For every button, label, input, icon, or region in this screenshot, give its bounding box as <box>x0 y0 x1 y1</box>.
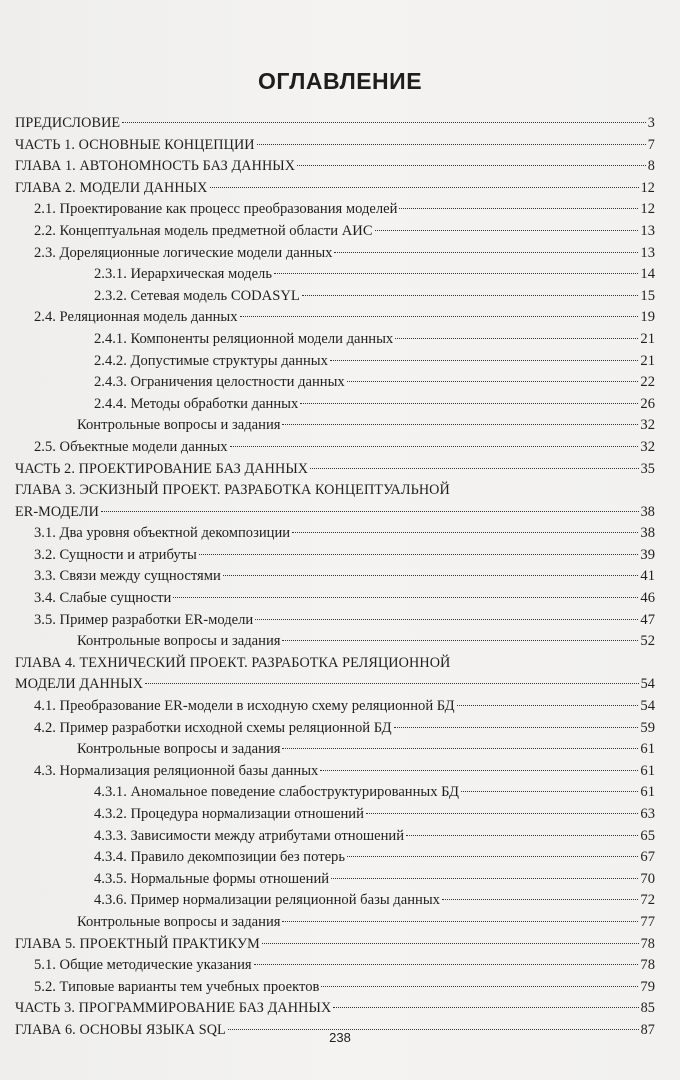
toc-entry <box>15 804 655 826</box>
toc-entry-page: 21 <box>640 330 655 347</box>
page-title: ОГЛАВЛЕНИЕ <box>257 68 423 94</box>
toc-entry-label: 2.4.3. Ограничения целостности данных <box>94 374 345 391</box>
dot-leader <box>223 575 639 576</box>
dot-leader <box>255 619 638 620</box>
toc-entry-label-continuation: МОДЕЛИ ДАННЫХ <box>15 676 144 693</box>
toc-entry <box>15 307 655 329</box>
toc-entry-label: ГЛАВА 3. ЭСКИЗНЫЙ ПРОЕКТ. РАЗРАБОТКА КОНЦЕПТУАЛЬНОЙ <box>15 482 450 499</box>
toc-entry <box>15 977 655 999</box>
toc-entry-label: 2.3.2. Сетевая модель CODASYL <box>94 287 300 304</box>
toc-entry-page: 22 <box>640 374 655 391</box>
toc-entry-label: 3.4. Слабые сущности <box>34 590 172 607</box>
toc-entry <box>15 113 655 135</box>
dot-leader <box>199 554 639 555</box>
toc-entry <box>15 437 655 459</box>
toc-entry <box>15 221 655 243</box>
toc-entry-label: 2.4.2. Допустимые структуры данных <box>94 352 328 369</box>
toc-entry <box>15 459 655 481</box>
toc-entry <box>15 480 655 523</box>
toc-entry <box>15 199 655 221</box>
toc-entry-page: 87 <box>640 1021 655 1038</box>
toc-entry-page: 38 <box>640 525 655 542</box>
dot-leader <box>302 295 639 296</box>
dot-leader <box>375 230 639 231</box>
toc-entry-label: ГЛАВА 4. ТЕХНИЧЕСКИЙ ПРОЕКТ. РАЗРАБОТКА РЕЛЯЦИОННОЙ <box>15 654 451 671</box>
toc-entry <box>15 869 655 891</box>
toc-entry-page: 3 <box>647 115 655 131</box>
toc-entry-label: ГЛАВА 1. АВТОНОМНОСТЬ БАЗ ДАННЫХ <box>15 158 296 175</box>
toc-entry <box>15 264 655 286</box>
dot-leader <box>442 899 638 900</box>
toc-entry-label: ГЛАВА 2. МОДЕЛИ ДАННЫХ <box>15 179 208 196</box>
toc-entry <box>15 782 655 804</box>
toc-entry-page: 85 <box>640 1000 655 1017</box>
toc-entry-label: Контрольные вопросы и задания <box>77 913 281 930</box>
dot-leader <box>310 468 638 469</box>
toc-entry-label: 2.1. Проектирование как процесс преобразования моделей <box>34 201 398 218</box>
toc-entry-label: 3.1. Два уровня объектной декомпозиции <box>34 525 291 542</box>
dot-leader <box>461 791 638 792</box>
toc-entry <box>15 847 655 869</box>
dot-leader <box>101 511 639 512</box>
toc-entry <box>15 912 655 934</box>
toc-entry-page: 72 <box>640 892 655 909</box>
toc-entry <box>15 523 655 545</box>
dot-leader <box>331 878 638 879</box>
toc-entry-page: 32 <box>640 417 655 434</box>
toc-entry <box>15 653 655 696</box>
dot-leader <box>282 748 638 749</box>
toc-entry-label: 4.3.4. Правило декомпозиции без потерь <box>94 849 346 866</box>
toc-entry-label: ГЛАВА 6. ОСНОВЫ ЯЗЫКА SQL <box>15 1021 226 1038</box>
toc-entry-page: 12 <box>640 201 655 218</box>
toc-entry <box>15 934 655 956</box>
dot-leader <box>334 252 638 253</box>
toc-entry-page: 61 <box>640 784 655 801</box>
toc-entry <box>15 178 655 200</box>
toc-entry-label: 4.2. Пример разработки исходной схемы реляционной БД <box>34 719 392 736</box>
page-number: 238 <box>329 1030 351 1045</box>
dot-leader <box>347 381 639 382</box>
toc-entry-page: 13 <box>640 222 655 239</box>
toc-entry-page: 78 <box>640 935 655 952</box>
toc-entry-label: 2.3. Дореляционные логические модели данных <box>34 244 333 261</box>
dot-leader <box>330 360 639 361</box>
dot-leader <box>394 727 639 728</box>
toc-entry <box>15 955 655 977</box>
toc-entry <box>15 696 655 718</box>
toc-entry-page: 32 <box>640 438 655 455</box>
toc-entry-label: 5.1. Общие методические указания <box>34 957 252 974</box>
toc-entry-page: 46 <box>640 590 655 607</box>
toc-entry-page: 8 <box>647 158 655 175</box>
toc-entry <box>15 998 655 1020</box>
toc-entry-label: 3.2. Сущности и атрибуты <box>34 546 197 563</box>
toc-entry-page: 47 <box>640 611 655 628</box>
dot-leader <box>395 338 638 339</box>
toc-entry <box>15 394 655 416</box>
dot-leader <box>173 597 638 598</box>
toc-entry <box>15 761 655 783</box>
toc-entry-label: ЧАСТЬ 2. ПРОЕКТИРОВАНИЕ БАЗ ДАННЫХ <box>15 460 309 477</box>
toc-entry <box>15 243 655 265</box>
toc-entry <box>15 610 655 632</box>
dot-leader <box>366 813 638 814</box>
toc-entry-page: 7 <box>647 136 655 153</box>
dot-leader <box>254 964 639 965</box>
toc-entry <box>15 566 655 588</box>
toc-entry-label: Контрольные вопросы и задания <box>77 633 281 650</box>
toc-entry-page: 26 <box>640 395 655 412</box>
toc-entry-label: 2.4.1. Компоненты реляционной модели данных <box>94 330 394 347</box>
dot-leader <box>282 424 638 425</box>
toc-entry-page: 65 <box>640 827 655 844</box>
toc-entry-label: 5.2. Типовые варианты тем учебных проектов <box>34 978 320 995</box>
toc-entry <box>15 415 655 437</box>
dot-leader <box>457 705 639 706</box>
toc-entry <box>15 286 655 308</box>
toc-entry <box>15 545 655 567</box>
toc-entry <box>15 156 655 178</box>
toc-entry-page: 79 <box>640 978 655 995</box>
toc-entry-label: 4.3.5. Нормальные формы отношений <box>94 870 330 887</box>
dot-leader <box>240 316 639 317</box>
toc-entry <box>15 631 655 653</box>
toc-entry-label: 3.5. Пример разработки ER-модели <box>34 611 254 628</box>
toc-entry-label: ПРЕДИСЛОВИЕ <box>15 115 121 131</box>
toc-entry-page: 38 <box>640 503 655 520</box>
toc-entry <box>15 826 655 848</box>
dot-leader <box>274 273 638 274</box>
dot-leader <box>282 640 638 641</box>
dot-leader <box>282 921 638 922</box>
toc-entry-label: 2.2. Концептуальная модель предметной области АИС <box>34 222 373 239</box>
toc-entry-page: 41 <box>640 568 655 585</box>
dot-leader <box>333 1007 638 1008</box>
toc-entry-label-continuation: ER-МОДЕЛИ <box>15 503 99 520</box>
toc-entry-page: 59 <box>640 719 655 736</box>
toc-entry-label: 2.3.1. Иерархическая модель <box>94 266 272 283</box>
toc-entry <box>15 329 655 351</box>
toc-entry-page: 61 <box>640 741 655 758</box>
toc-entry-page: 77 <box>640 913 655 930</box>
table-of-contents <box>15 113 655 1042</box>
dot-leader <box>399 208 638 209</box>
dot-leader <box>257 144 646 145</box>
dot-leader <box>262 943 639 944</box>
toc-entry-page: 54 <box>640 698 655 715</box>
toc-entry-page: 12 <box>640 179 655 196</box>
toc-entry-page: 19 <box>640 309 655 326</box>
dot-leader <box>210 187 639 188</box>
toc-entry-page: 15 <box>640 287 655 304</box>
toc-entry-label: ЧАСТЬ 1. ОСНОВНЫЕ КОНЦЕПЦИИ <box>15 136 255 153</box>
toc-entry-label: 4.3.3. Зависимости между атрибутами отношений <box>94 827 405 844</box>
toc-entry <box>15 718 655 740</box>
toc-entry-label: 4.3.2. Процедура нормализации отношений <box>94 806 364 822</box>
toc-entry-page: 14 <box>640 266 655 283</box>
toc-entry-label: 4.3.1. Аномальное поведение слабоструктурированных БД <box>94 784 459 801</box>
dot-leader <box>122 122 646 123</box>
toc-entry-page: 78 <box>640 957 655 974</box>
dot-leader <box>321 986 638 987</box>
toc-entry-page: 54 <box>640 676 655 693</box>
toc-entry-page: 13 <box>640 244 655 261</box>
toc-entry <box>15 351 655 373</box>
dot-leader <box>406 835 638 836</box>
dot-leader <box>347 856 638 857</box>
dot-leader <box>320 770 638 771</box>
toc-entry <box>15 739 655 761</box>
toc-entry-page: 63 <box>640 806 655 822</box>
toc-entry <box>15 372 655 394</box>
toc-entry-label: 2.4. Реляционная модель данных <box>34 309 238 326</box>
toc-entry <box>15 890 655 912</box>
toc-entry-label: 4.3. Нормализация реляционной базы данных <box>34 762 319 779</box>
dot-leader <box>292 532 638 533</box>
toc-entry-page: 52 <box>640 633 655 650</box>
dot-leader <box>297 165 646 166</box>
toc-entry-label: ЧАСТЬ 3. ПРОГРАММИРОВАНИЕ БАЗ ДАННЫХ <box>15 1000 332 1017</box>
toc-entry-page: 39 <box>640 546 655 563</box>
dot-leader <box>145 683 639 684</box>
dot-leader <box>300 403 638 404</box>
toc-entry-page: 61 <box>640 762 655 779</box>
toc-entry-page: 70 <box>640 870 655 887</box>
toc-entry-page: 21 <box>640 352 655 369</box>
toc-entry-label: 3.3. Связи между сущностями <box>34 568 221 585</box>
toc-entry-page: 35 <box>640 460 655 477</box>
toc-entry <box>15 588 655 610</box>
toc-entry-label: ГЛАВА 5. ПРОЕКТНЫЙ ПРАКТИКУМ <box>15 935 260 952</box>
toc-entry <box>15 135 655 157</box>
dot-leader <box>230 446 639 447</box>
toc-entry-label: 4.1. Преобразование ER-модели в исходную схему реляционной БД <box>34 698 455 715</box>
toc-entry-label: Контрольные вопросы и задания <box>77 741 281 758</box>
toc-entry-label: Контрольные вопросы и задания <box>77 417 281 434</box>
toc-entry-page: 67 <box>640 849 655 866</box>
toc-entry-label: 2.4.4. Методы обработки данных <box>94 395 299 412</box>
toc-entry-label: 2.5. Объектные модели данных <box>34 438 228 455</box>
toc-entry-label: 4.3.6. Пример нормализации реляционной базы данных <box>94 892 440 909</box>
